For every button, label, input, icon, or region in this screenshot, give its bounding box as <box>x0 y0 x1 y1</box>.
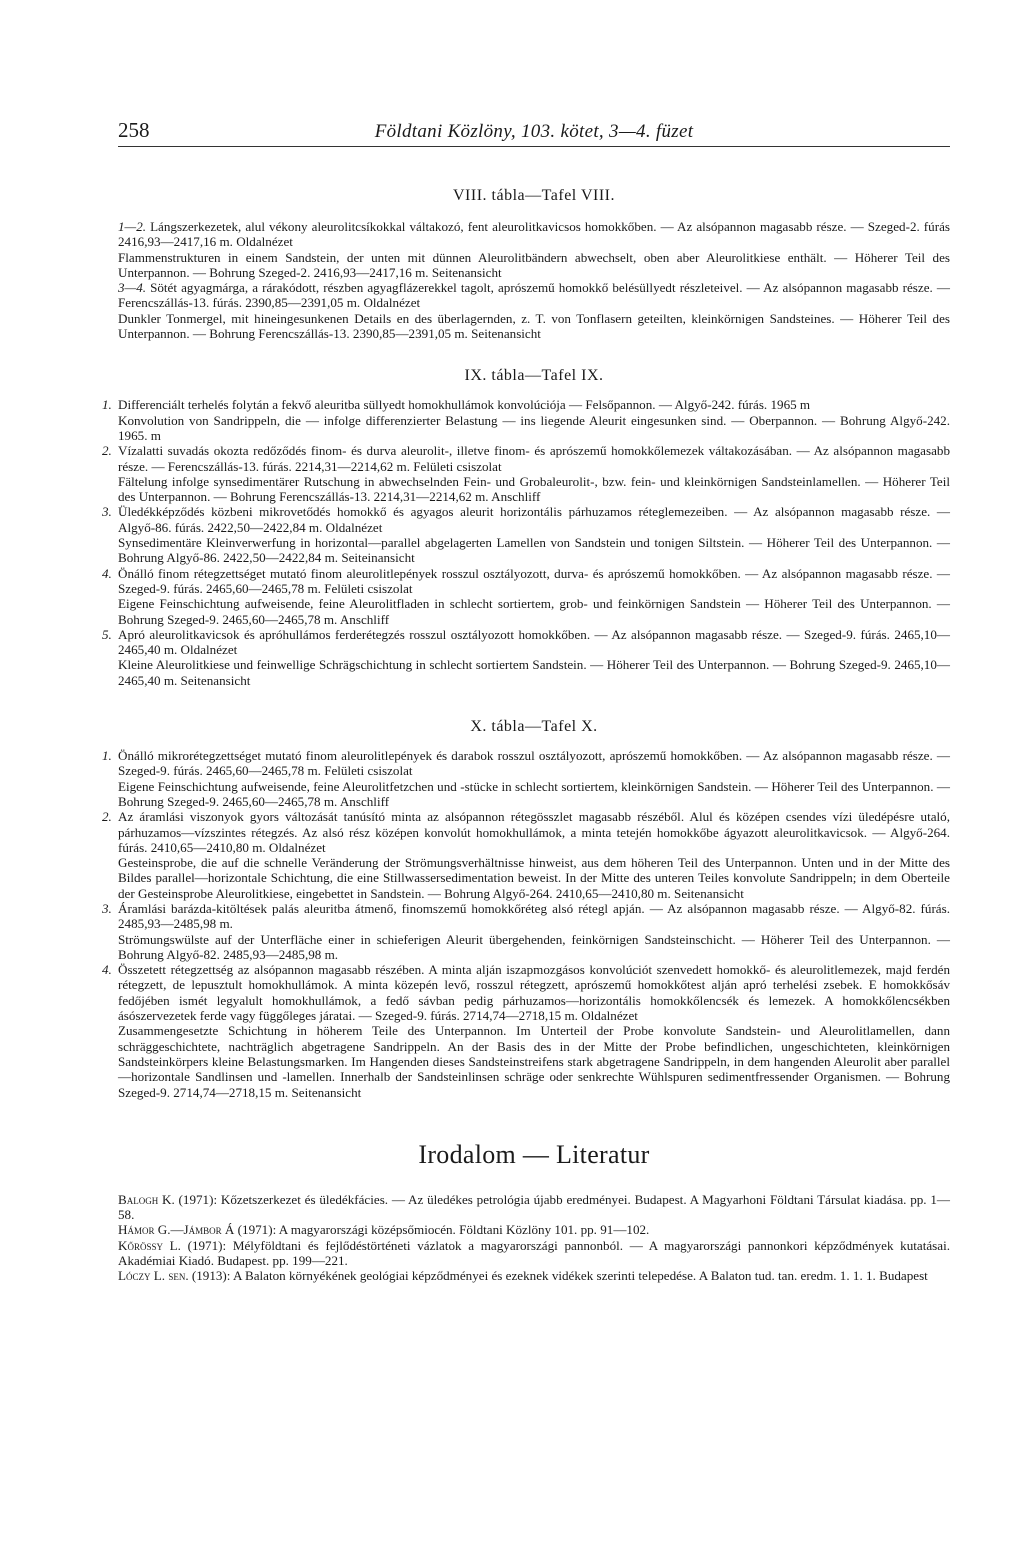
caption-number: 1. <box>102 748 112 764</box>
caption-german: Eigene Feinschichtung aufweisende, feine Aleurolitfetzchen und -stücke in schlecht sortiertem, kleinkörnigen Sandstein. — Höherer Teil des Unterpannon. — Bohrung Szeged-9. 2465,60—2465,78 m. Anschliff <box>118 778 950 809</box>
caption-entry <box>102 748 950 779</box>
caption-entry <box>118 280 950 311</box>
caption-entry <box>102 626 950 658</box>
caption-hungarian: Differenciált terhelés folytán a fekvő aleuritba süllyedt homokhullámok konvolúciója — Felsőpannon. — Algyő-242. fúrás. 1965 m <box>118 397 811 413</box>
reference-author: Balogh K. <box>118 1191 175 1207</box>
caption-hungarian: Apró aleurolitkavicsok és apróhullámos ferderétegzés rosszul osztályozott homokkőben. — Az alsópannon magasabb része. — Szeged-9. fúrás. 2465,10—2465,40 m. Oldalnézet <box>118 626 950 658</box>
plate-10-captions <box>102 748 950 1100</box>
plate-8-title: VIII. tábla—Tafel VIII. <box>452 187 615 204</box>
reference-item <box>118 1222 950 1237</box>
caption-german: Fältelung infolge synsedimentärer Rutschung in abwechselnden Fein- und Grobaleurolit-, bzw. fein- und kleinkörnigen Sandsteinlamellen. — Höherer Teil des Unterpannon. — Bohrung Ferencszállás-13. 2214,31—2214,62 m. Anschliff <box>118 473 950 505</box>
caption-entry <box>118 219 950 250</box>
caption-german: Strömungswülste auf der Unterfläche einer in schieferigen Aleurit übergehenden, feinkörnigen Sandsteinschicht. — Höherer Teil des Unterpannon. — Bohrung Algyő-82. 2485,93—2485,98 m. <box>118 931 950 962</box>
reference-text: (1971): A magyarországi középsőmiocén. Földtani Közlöny 101. pp. 91—102. <box>234 1222 650 1238</box>
caption-hungarian: Lángszerkezetek, alul vékony aleurolitcsíkokkal váltakozó, fent aleurolitkavicsos homokkőben. — Az alsópannon magasabb része. — Szeged-2. fúrás 2416,93—2417,16 m. Oldalnézet <box>118 219 950 250</box>
plate-9-title: IX. tábla—Tafel IX. <box>464 367 604 385</box>
caption-german: Dunkler Tonmergel, mit hineingesunkenen Details en des überlagernden, z. T. von Tonflasern geteilten, kleinkörnigen Sandsteines. — Höherer Teil des Unterpannon. — Bohrung Ferencszállás-13. 2390,85—2391,05 m. Seitenansicht <box>118 310 950 342</box>
caption-number: 3. <box>102 504 112 520</box>
caption-number: 3—4. <box>118 280 151 296</box>
reference-author: Lóczy L. sen. <box>118 1268 189 1284</box>
caption-entry <box>102 962 950 1024</box>
caption-entry <box>102 565 950 597</box>
caption-number: 1. <box>102 397 112 413</box>
caption-hungarian: Vízalatti suvadás okozta redőződés finom- és durva aleurolit-, illetve finom- és aprószemű homokkőlemezek váltakozásában. — Az alsópannon magasabb része. — Ferencszállás-13. fúrás. 2214,31—2214,62 m. Felületi csiszolat <box>118 443 950 474</box>
caption-hungarian: Önálló mikrorétegzettséget mutató finom aleurolitlepények és darabok rosszul osztályozott, aprószemű homokkőben. — Az alsópannon magasabb része. — Szeged-9. fúrás. 2465,60—2465,78 m. Felületi csiszolat <box>118 748 950 779</box>
caption-hungarian: Sötét agyagmárga, a rárakódott, részben agyagflázerekkel tagolt, aprószemű homokkő belésüllyedt részleteivel. — Az alsópannon magasabb része. — Ferencszállás-13. fúrás. 2390,85—2391,05 m. Oldalnézet <box>118 280 950 311</box>
plate-8-captions <box>118 219 950 341</box>
caption-number: 4. <box>102 565 112 581</box>
caption-german: Zusammengesetzte Schichtung in höherem Teile des Unterpannon. Im Unterteil der Probe konvolute Sandstein- und Aleurolitlamellen, dann schräggeschichtete, nachträglich abgetragene Sandrippeln. An der Basis des in der Mitte der Probe befindlichen, ungeschichteten, kleinkörnigen Sandsteinkörpers kleine Belastungsmarken. Im Hangenden dieses Sandsteinstreifens stark abgetragene Sandrippeln, in dem hangenden Aleurolit aber parallel—horizontale Sandlinsen und -lamellen. Innerhalb der Sandsteinlinsen schräge oder senkrechte Wühlspuren sedimentfressender Organismen. — Bohrung Szeged-9. 2714,74—2718,15 m. Seitenansicht <box>118 1023 950 1100</box>
caption-hungarian: Önálló finom rétegzettséget mutató finom aleurolitlepények rosszul osztályozott, durva- és aprószemű homokkőben. — Az alsópannon magasabb része. — Szeged-9. fúrás. 2465,60—2465,78 m. Felületi csiszolat <box>118 565 950 596</box>
page-number: 258 <box>118 118 150 142</box>
page <box>102 118 951 1284</box>
reference-author: Kőrössy L. <box>118 1237 181 1253</box>
caption-number: 2. <box>102 443 112 459</box>
caption-number: 5. <box>102 626 112 642</box>
caption-german: Eigene Feinschichtung aufweisende, feine Aleurolitfladen in schlecht sortiertem, grob- und feinkörnigen Sandstein — Höherer Teil des Unterpannon. — Bohrung Szeged-9. 2465,60—2465,78 m. Anschliff <box>118 596 950 627</box>
caption-number: 2. <box>102 809 112 825</box>
reference-text: (1971): Mélyföldtani és fejlődéstörténeti vázlatok a magyarországi pannonból. — A magyarországi pannonkori képződmények kutatásai. Akadémiai Kiadó. Budapest. pp. 199—221. <box>118 1237 950 1269</box>
reference-text: (1913): A Balaton környékének geológiai képződményei és ezeknek vidékek szerinti telepedése. A Balaton tud. tan. eredm. 1. 1. 1. Budapest <box>188 1268 928 1284</box>
caption-german: Gesteinsprobe, die auf die schnelle Veränderung der Strömungsverhältnisse hinweist, aus dem höheren Teil des Unterpannon. Unten und in der Mitte des Bildes parallel—horizontale Schichtung, die eine Stillwassersedimentation beweist. In der Mitte des unteren Teiles konvolute Sandrippeln; in dem Oberteile der Gesteinsprobe Aleurolitkiese, eingebettet in Sandstein. — Bohrung Algyő-264. 2410,65—2410,80 m. Seitenansicht <box>118 855 950 901</box>
caption-number: 1—2. <box>118 219 151 234</box>
caption-german: Synsedimentäre Kleinverwerfung in horizontal—parallel abgelagerten Lamellen von Sandstein und tonigen Siltstein. — Höherer Teil des Unterpannon. — Bohrung Algyő-86. 2422,50—2422,84 m. Seiteinansicht <box>118 535 950 566</box>
caption-entry <box>102 443 950 474</box>
caption-entry <box>102 809 950 855</box>
caption-hungarian: Az áramlási viszonyok gyors változását tanúsító minta az alsópannon rétegösszlet magasabb részéből. Alul és középen csendes vízi üledépésre utaló, párhuzamos—vízszintes rétegzés. Az alsó rész középen konvolút homokhullámok, a minta tetején homokkőbe ágyazott aleurolitkavicsok. — Algyő-264. fúrás. 2410,65—2410,80 m. Oldalnézet <box>118 809 950 855</box>
running-header <box>118 118 950 147</box>
caption-hungarian: Áramlási barázda-kitöltések palás aleuritba átmenő, finomszemű homokkőréteg alsó rétegl apján. — Az alsópannon magasabb része. — Algyő-82. fúrás. 2485,93—2485,98 m. <box>118 900 950 932</box>
caption-german: Flammenstrukturen in einem Sandstein, der unten mit dünnen Aleurolitbändern abwechselt, oben aber Aleurolitkiese enthält. — Höherer Teil des Unterpannon. — Bohrung Szeged-2. 2416,93—2417,16 m. Seitenansicht <box>118 249 950 280</box>
caption-hungarian: Összetett rétegzettség az alsópannon magasabb részében. A minta alján iszapmozgásos konvolúciót szenvedett homokkő- és aleurolitlemezek, majd ferdén rétegzett, de lepusztult homokhullámok. A minta közepén levő, rosszul rétegzett, aprószemű homokkőtest alján apró terhelési zsebek. E homokkősáv fedőjében ismét legyalult homokhullámok, a fedő sávban pedig párhuzamos—horizontális homokkőlencsék és lemezek. A homokkőlencsékben ásószervezetek ferde vagy függőleges járatai. — Szeged-9. fúrás. 2714,74—2718,15 m. Oldalnézet <box>118 962 950 1024</box>
caption-entry <box>102 900 950 932</box>
reference-item <box>118 1192 950 1223</box>
caption-hungarian: Üledékképződés közbeni mikrovetődés homokkő és agyagos aleurit horizontális párhuzamos réteglemezeiben. — Az alsópannon magasabb része. — Algyő-86. fúrás. 2422,50—2422,84 m. Oldalnézet <box>118 504 950 535</box>
reference-item <box>118 1268 950 1283</box>
reference-list <box>118 1192 950 1284</box>
caption-entry <box>102 504 950 535</box>
plate-10-title: X. tábla—Tafel X. <box>470 718 598 736</box>
journal-title: Földtani Közlöny, 103. kötet, 3—4. füzet <box>374 121 694 142</box>
caption-entry <box>102 397 950 413</box>
caption-german: Kleine Aleurolitkiese und feinwellige Schrägschichtung in schlecht sortiertem Sandstein. — Höherer Teil des Unterpannon. — Bohrung Szeged-9. 2465,10—2465,40 m. Seitenansicht <box>118 657 950 688</box>
plate-9-captions <box>102 397 950 688</box>
reference-item <box>118 1238 950 1269</box>
reference-author: Hámor G.—Jámbor Á <box>118 1222 235 1238</box>
literature-title: Irodalom — Literatur <box>418 1139 650 1169</box>
caption-german: Konvolution von Sandrippeln, die — infolge differenzierter Belastung — ins liegende Aleurit eingesunken sind. — Oberpannon. — Bohrung Algyő-242. 1965. m <box>118 412 950 443</box>
reference-text: (1971): Kőzetszerkezet és üledékfácies. — Az üledékes petrológia újabb eredményei. Budapest. A Magyarhoni Földtani Társulat kiadása. pp. 1—58. <box>118 1191 951 1223</box>
caption-number: 3. <box>102 900 112 916</box>
caption-number: 4. <box>102 962 112 978</box>
